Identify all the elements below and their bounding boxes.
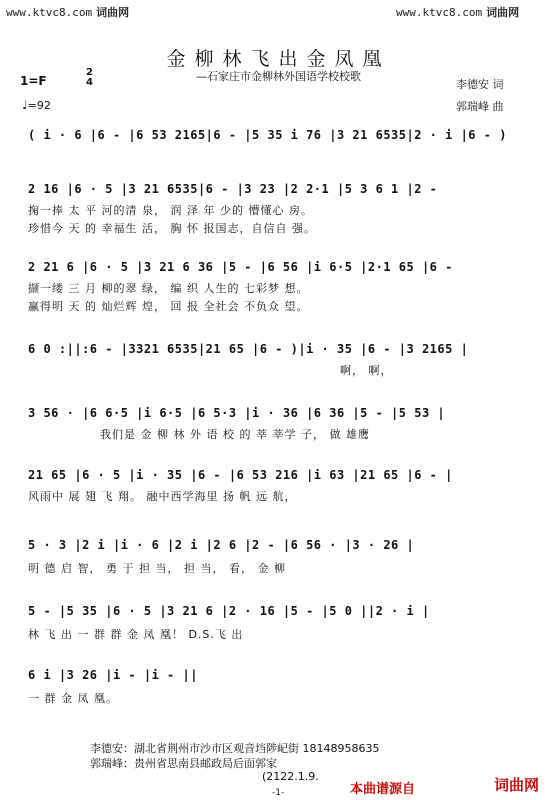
meter-bottom: 4 (86, 77, 93, 88)
song-subtitle: —石家庄市金柳林外国语学校校歌 (196, 70, 361, 83)
watermark-left (6, 4, 129, 20)
brand-logo[interactable]: 词曲网 (494, 776, 540, 794)
watermark-label: 词曲网 (96, 6, 130, 19)
watermark-url: www.ktvc8.com (396, 6, 483, 19)
lyric-line: 明 德 启 智， 勇 于 担 当， 担 当， 看， 金 柳 (28, 562, 286, 575)
lyric-line: 林 飞 出 一 群 群 金 凤 凰！ D.S.飞 出 (28, 628, 244, 641)
footer-contact-composer: 郭瑞峰：贵州省思南县邮政局后面郭家 (90, 757, 277, 770)
lyric-line: 啊， 啊， (340, 364, 393, 377)
tempo-value: =92 (27, 99, 51, 112)
lyric-verse-1: 掬一捧 太 平 河的清 泉， 润 泽 年 少的 懵懂心 房。 (28, 204, 313, 217)
lyric-verse-2: 珍惜今 天 的 幸福生 活， 胸 怀 报国志，自信自 强。 (28, 222, 316, 235)
notation-line: ( i · 6 |6 - |6 53 2165|6 - |5 35 i 76 |3 21 6535|2 · i |6 - ) (28, 128, 507, 142)
quarter-note-icon: ♩ (22, 98, 28, 112)
time-signature (86, 68, 93, 88)
notation-line: 3 56 · |6 6·5 |i 6·5 |6 5·3 |i · 36 |6 36 |5 - |5 53 | (28, 406, 446, 420)
key-signature: 1=F (20, 74, 47, 88)
watermark-right (396, 4, 519, 20)
lyric-verse-1: 撷一缕 三 月 柳的翠 绿， 编 织 人生的 七彩梦 想。 (28, 282, 309, 295)
tempo-marking (22, 98, 51, 112)
notation-line: 21 65 |6 · 5 |i · 35 |6 - |6 53 216 |i 63 |21 65 |6 - | (28, 468, 453, 482)
notation-line: 6 i |3 26 |i - |i - || (28, 668, 198, 682)
notation-line: 2 16 |6 · 5 |3 21 6535|6 - |3 23 |2 2·1 |5 3 6 1 |2 - (28, 182, 438, 196)
watermark-url: www.ktvc8.com (6, 6, 93, 19)
meter-top: 2 (86, 67, 93, 78)
lyric-line: 我们是 金 柳 林 外 语 校 的 莘 莘学 子， 做 雄鹰 (100, 428, 370, 441)
lyricist-credit: 李德安 词 (456, 78, 504, 91)
composer-credit: 郭瑞峰 曲 (456, 100, 504, 113)
footer-date: (2122.1.9. (262, 770, 319, 783)
footer-contact-lyricist: 李德安：湖北省荆州市沙市区观音垱陟屺街 18148958635 (90, 742, 380, 755)
notation-line: 5 · 3 |2 i |i · 6 |2 i |2 6 |2 - |6 56 · |3 · 26 | (28, 538, 415, 552)
watermark-label: 词曲网 (486, 6, 520, 19)
notation-line: 6 0 :||:6 - |3321 6535|21 65 |6 - )|i · 35 |6 - |3 2165 | (28, 342, 469, 356)
page-number: -1- (272, 788, 285, 798)
lyric-verse-2: 赢得明 天 的 灿烂辉 煌， 回 报 全社会 不负众 望。 (28, 300, 309, 313)
brand-source: 本曲谱源自 (350, 782, 416, 797)
notation-line: 5 - |5 35 |6 · 5 |3 21 6 |2 · 16 |5 - |5 0 ||2 · i | (28, 604, 430, 618)
song-title: 金柳林飞出金凤凰 (166, 48, 391, 70)
lyric-line: 风雨中 展 翅 飞 翔。 融中西学海里 扬 帆 远 航， (28, 490, 297, 503)
notation-line: 2 21 6 |6 · 5 |3 21 6 36 |5 - |6 56 |i 6·5 |2·1 65 |6 - (28, 260, 453, 274)
lyric-line: 一 群 金 凤 凰。 (28, 692, 118, 705)
